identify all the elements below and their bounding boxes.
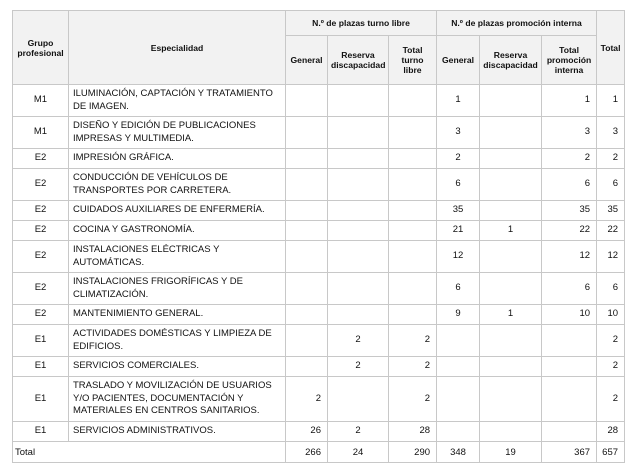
pi-general-cell [437,422,480,442]
pi-total-cell: 35 [542,201,597,221]
table-row [13,201,625,221]
tl-general-cell: 2 [286,377,328,422]
pi-reserva-cell [480,422,542,442]
pi-reserva-cell [480,357,542,377]
pi-reserva-cell [480,85,542,117]
table-row [13,273,625,305]
tl-total-cell [389,149,437,169]
total-cell: 3 [597,117,625,149]
total-tl-total: 290 [389,442,437,463]
pi-general-cell: 9 [437,305,480,325]
pi-total-cell: 2 [542,149,597,169]
especialidad-cell: INSTALACIONES ELÉCTRICAS Y AUTOMÁTICAS. [69,241,286,273]
especialidad-cell: TRASLADO Y MOVILIZACIÓN DE USUARIOS Y/O PACIENTES, DOCUMENTACIÓN Y MATERIALES EN CENTROS SANITARIOS. [69,377,286,422]
tl-general-cell: 26 [286,422,328,442]
pi-reserva-cell [480,117,542,149]
total-cell: 1 [597,85,625,117]
grupo-cell: E2 [13,169,69,201]
pi-general-cell: 6 [437,169,480,201]
especialidad-cell: SERVICIOS ADMINISTRATIVOS. [69,422,286,442]
table-row [13,325,625,357]
tl-general-cell [286,201,328,221]
pi-reserva-cell [480,241,542,273]
total-cell: 22 [597,221,625,241]
total-cell: 2 [597,377,625,422]
tl-general-cell [286,325,328,357]
table-row [13,85,625,117]
header-total: Total [597,11,625,85]
pi-total-cell [542,357,597,377]
tl-general-cell [286,169,328,201]
pi-reserva-cell [480,169,542,201]
totals-row [13,442,625,463]
grupo-cell: E1 [13,357,69,377]
pi-reserva-cell [480,201,542,221]
pi-general-cell: 12 [437,241,480,273]
total-cell: 2 [597,357,625,377]
especialidad-cell: COCINA Y GASTRONOMÍA. [69,221,286,241]
pi-reserva-cell [480,377,542,422]
grupo-cell: M1 [13,85,69,117]
total-cell: 2 [597,325,625,357]
pi-general-cell: 1 [437,85,480,117]
table-row [13,149,625,169]
total-cell: 6 [597,273,625,305]
total-cell: 35 [597,201,625,221]
tl-general-cell [286,305,328,325]
total-cell: 6 [597,169,625,201]
tl-total-cell [389,221,437,241]
table-row [13,377,625,422]
grupo-cell: E2 [13,305,69,325]
tl-general-cell [286,117,328,149]
grupo-cell: M1 [13,117,69,149]
tl-total-cell [389,169,437,201]
tl-reserva-cell [328,273,389,305]
tl-total-cell [389,117,437,149]
table-row [13,169,625,201]
grupo-cell: E2 [13,221,69,241]
pi-general-cell: 2 [437,149,480,169]
pi-general-cell [437,325,480,357]
pi-reserva-cell [480,273,542,305]
pi-general-cell: 3 [437,117,480,149]
grupo-cell: E1 [13,377,69,422]
grupo-cell: E2 [13,273,69,305]
especialidad-cell: DISEÑO Y EDICIÓN DE PUBLICACIONES IMPRESAS Y MULTIMEDIA. [69,117,286,149]
header-promocion-interna: N.º de plazas promoción interna [437,11,597,36]
tl-reserva-cell: 2 [328,422,389,442]
tl-reserva-cell [328,377,389,422]
tl-reserva-cell [328,201,389,221]
tl-reserva-cell [328,169,389,201]
especialidad-cell: INSTALACIONES FRIGORÍFICAS Y DE CLIMATIZACIÓN. [69,273,286,305]
tl-general-cell [286,241,328,273]
header-grupo: Grupo profesional [13,11,69,85]
total-pi-reserva: 19 [480,442,542,463]
pi-general-cell: 21 [437,221,480,241]
pi-total-cell [542,422,597,442]
pi-total-cell: 6 [542,169,597,201]
tl-reserva-cell [328,85,389,117]
tl-total-cell: 28 [389,422,437,442]
tl-general-cell [286,273,328,305]
header-turno-libre: N.º de plazas turno libre [286,11,437,36]
tl-total-cell [389,201,437,221]
table-row [13,305,625,325]
total-pi-total: 367 [542,442,597,463]
pi-total-cell: 12 [542,241,597,273]
tl-reserva-cell: 2 [328,357,389,377]
tl-general-cell [286,85,328,117]
pi-total-cell: 3 [542,117,597,149]
table-row [13,221,625,241]
total-cell: 2 [597,149,625,169]
tl-total-cell [389,305,437,325]
pi-general-cell [437,357,480,377]
total-pi-general: 348 [437,442,480,463]
grupo-cell: E2 [13,241,69,273]
tl-general-cell [286,221,328,241]
total-tl-reserva: 24 [328,442,389,463]
grupo-cell: E1 [13,422,69,442]
tl-reserva-cell [328,149,389,169]
table-row [13,422,625,442]
especialidad-cell: MANTENIMIENTO GENERAL. [69,305,286,325]
header-total-promocion: Total promoción interna [542,36,597,85]
table-row [13,357,625,377]
grupo-cell: E1 [13,325,69,357]
total-tl-general: 266 [286,442,328,463]
header-general-promocion: General [437,36,480,85]
tl-total-cell: 2 [389,325,437,357]
pi-total-cell: 6 [542,273,597,305]
especialidad-cell: CUIDADOS AUXILIARES DE ENFERMERÍA. [69,201,286,221]
total-cell: 12 [597,241,625,273]
especialidad-cell: SERVICIOS COMERCIALES. [69,357,286,377]
pi-general-cell: 6 [437,273,480,305]
especialidad-cell: IMPRESIÓN GRÁFICA. [69,149,286,169]
pi-total-cell [542,325,597,357]
total-cell: 28 [597,422,625,442]
table-row [13,117,625,149]
tl-total-cell: 2 [389,377,437,422]
pi-total-cell: 1 [542,85,597,117]
pi-reserva-cell [480,149,542,169]
pi-general-cell [437,377,480,422]
pi-total-cell: 10 [542,305,597,325]
grupo-cell: E2 [13,201,69,221]
pi-total-cell: 22 [542,221,597,241]
total-cell: 10 [597,305,625,325]
tl-reserva-cell [328,117,389,149]
tl-total-cell [389,85,437,117]
pi-reserva-cell: 1 [480,221,542,241]
table-row [13,241,625,273]
tl-total-cell [389,241,437,273]
tl-total-cell [389,273,437,305]
header-reserva-promocion: Reserva discapacidad [480,36,542,85]
pi-reserva-cell [480,325,542,357]
tl-general-cell [286,149,328,169]
grupo-cell: E2 [13,149,69,169]
tl-total-cell: 2 [389,357,437,377]
tl-reserva-cell: 2 [328,325,389,357]
tl-reserva-cell [328,241,389,273]
especialidad-cell: ACTIVIDADES DOMÉSTICAS Y LIMPIEZA DE EDIFICIOS. [69,325,286,357]
especialidad-cell: CONDUCCIÓN DE VEHÍCULOS DE TRANSPORTES POR CARRETERA. [69,169,286,201]
tl-general-cell [286,357,328,377]
totals-label: Total [13,442,286,463]
grand-total: 657 [597,442,625,463]
pi-total-cell [542,377,597,422]
header-general: General [286,36,328,85]
header-total-turno-libre: Total turno libre [389,36,437,85]
header-reserva: Reserva discapacidad [328,36,389,85]
pi-reserva-cell: 1 [480,305,542,325]
tl-reserva-cell [328,305,389,325]
especialidad-cell: ILUMINACIÓN, CAPTACIÓN Y TRATAMIENTO DE IMAGEN. [69,85,286,117]
header-especialidad: Especialidad [69,11,286,85]
pi-general-cell: 35 [437,201,480,221]
plazas-table [12,10,625,463]
tl-reserva-cell [328,221,389,241]
